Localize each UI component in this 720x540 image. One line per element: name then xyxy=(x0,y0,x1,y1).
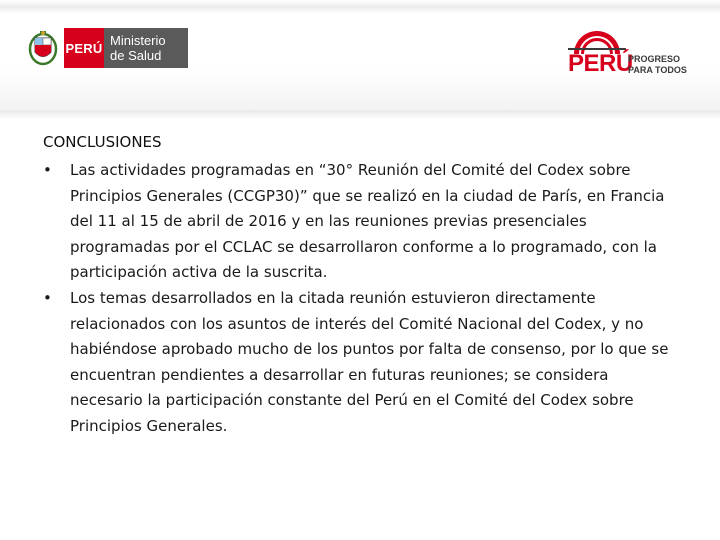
bullet-text: Los temas desarrollados en la citada reunión estuvieron directamente relacionados con los asuntos de interés del Comité Nacional del Codex, y no habiéndose aprobado mucho de los puntos por falta de consenso, por lo que se encuentran pendientes a desarrollar en futuras reuniones; se considera necesario la participación constante del Perú en el Comité del Codex sobre Principios Generales. xyxy=(70,288,669,435)
bullet-text: Las actividades programadas en “30° Reunión del Comité del Codex sobre Principios Generales (CCGP30)” que se realizó en la ciudad de París, en Francia del 11 al 15 de abril de 2016 y en las reuniones previas presenciales programadas por el CCLAC se desarrollaron conforme a lo programado, con la participación activa de la suscrita. xyxy=(70,161,665,282)
list-item xyxy=(43,286,683,440)
bullet-icon: • xyxy=(43,161,52,179)
progreso-tagline xyxy=(628,54,687,76)
ministerio-de-salud-logo xyxy=(26,28,188,68)
ministry-name-line2: de Salud xyxy=(110,48,162,63)
peru-progreso-logo xyxy=(566,24,696,76)
coat-of-arms-icon xyxy=(26,28,60,68)
slide-content xyxy=(43,132,683,440)
header-shadow xyxy=(0,110,720,120)
bullet-icon: • xyxy=(43,288,52,307)
ministry-name xyxy=(104,28,188,68)
tagline-line1: PROGRESO xyxy=(628,54,681,64)
conclusions-list xyxy=(43,158,683,440)
slide-heading: CONCLUSIONES xyxy=(43,133,162,151)
peru-label: PERÚ xyxy=(64,28,104,68)
tagline-line2: PARA TODOS xyxy=(628,65,687,75)
ministry-name-line1: Ministerio xyxy=(110,33,166,48)
list-item xyxy=(43,158,683,286)
peru-wordmark: PERÚ xyxy=(568,50,633,77)
top-decorative-rule xyxy=(0,0,720,14)
